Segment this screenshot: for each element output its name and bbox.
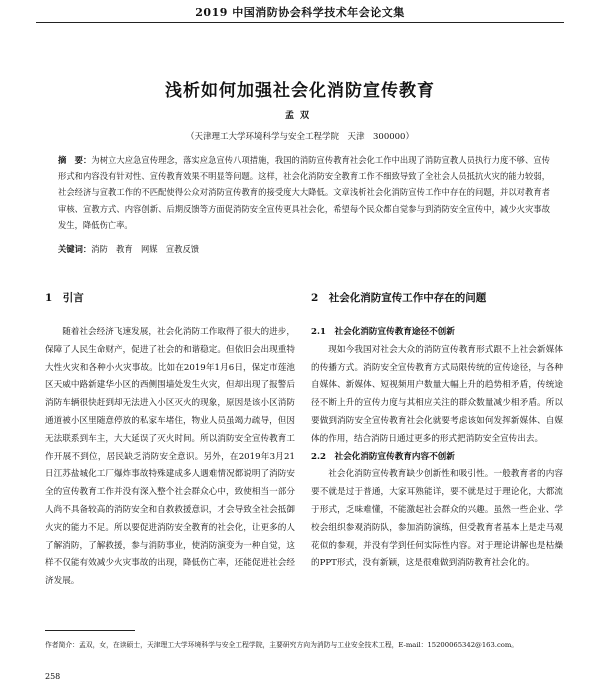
keywords-text: 消防 教育 网媒 宣教反馈 — [91, 244, 200, 254]
abstract-text: 为树立大应急宣传理念，落实应急宣传八项措施，我国的消防宣传教育社会化工作中出现了消防宣教人员执行力度不够、宣传形式和内容没有针对性、宣传教育效果不明显等问题。这样，社会化消防安全教育工作不细致导致了全社会人员抵抗火灾的能力较弱，社会经济与宣教工作的不匹配使得公众对消防宣传教育的接受度大大降低。文章浅析社会化消防宣传工作中存在的问题，并以对教育者审核、宣教方式、内容创新、后期反馈等方面促消防安全宣传更具社会化，希望每个民众都自觉参与到消防安全宣传中，减少火灾事故发生，降低伤亡率。 — [58, 155, 550, 230]
subsection-text-2-1: 现如今我国对社会大众的消防宣传教育形式跟不上社会新媒体的传播方式。消防安全宣传教育方式局限传统的宣传途径，与各种自媒体、新媒体、短视频用户数量大幅上升的趋势相矛盾，传统途径不断上升的宣传力度与其相应关注的群众数量减少相矛盾。所以要做到消防安全宣传教育社会化就要考虑该如何发挥新媒体、自媒体的作用，结合消防日通过更多的形式把消防安全宣传出去。 — [311, 344, 563, 444]
section-heading-problems: 2 社会化消防宣传工作中存在的问题 — [311, 292, 487, 304]
running-header: 2019 中国消防协会科学技术年会论文集 — [195, 6, 405, 19]
keywords — [58, 243, 550, 255]
keywords-label: 关键词： — [58, 244, 92, 254]
author-footnote: 作者简介：孟双，女，在读硕士，天津理工大学环境科学与安全工程学院，主要研究方向为消防与工业安全技术工程，E-mail：15200065342@163.com。 — [45, 641, 519, 649]
abstract — [58, 152, 550, 233]
page-number: 258 — [45, 672, 61, 681]
paper-author: 孟双 — [284, 111, 315, 121]
subsection-text-2-2: 社会化消防宣传教育缺少创新性和吸引性。一般教育者的内容要不就是过于普通，大家耳熟能详，要不就是过于理论化，大都流于形式，乏味难懂，不能激起社会群众的兴趣。虽然一些企业、学校会组织参观消防队，参加消防演练，但受教育者基本上是走马观花似的参观，并没有学到任何实际性内容。对于理论讲解也是枯燥的PPT形式，没有新颖，这是很难做到消防教育社会化的。 — [311, 469, 563, 569]
right-column — [311, 290, 563, 573]
subsection-heading-2-2: 2.2 社会化消防宣传教育内容不创新 — [311, 451, 455, 462]
section-heading-introduction: 1 引言 — [45, 292, 84, 304]
paper-title: 浅析如何加强社会化消防宣传教育 — [165, 81, 435, 101]
abstract-label: 摘 要： — [58, 155, 92, 165]
paper-affiliation: （天津理工大学环境科学与安全工程学院 天津 300000） — [186, 132, 414, 142]
left-column — [45, 290, 295, 591]
header-rule — [36, 22, 564, 23]
introduction-paragraph: 随着社会经济飞速发展，社会化消防工作取得了很大的进步，保障了人民生命财产，促进了社会的和谐稳定。但依旧会出现重特大性火灾和各种小火灾事故。比如在2019年1月6日，保定市莲池区天威中路新建华小区的西侧围墙处发生火灾，但却出现了报警后消防车辆很快赶到却无法进入小区灭火的现象，原因是该小区消防通道被小区里随意停放的私家车堵住，物业人员虽竭力疏导，但因无法联系到车主，大大延误了灭火时间。所以消防安全宣传教育工作开展不到位，居民缺乏消防安全意识。另外，在2019年3月21日江苏盐城化工厂爆炸事故特殊建成多人遇难情况都说明了消防安全的宣传教育工作并没有深入整个社会群众心中，致使相当一部分人尚不具备较高的消防安全和自救救援意识，才会导致全社会抵御火灾的能力不足。所以要促进消防安全教育的社会化，让更多的人了解消防，了解救援，参与消防事业，使消防演变为一种自觉，这样不仅能有效减少火灾事故的出现，降低伤亡率，还能促进社会经济发展。 — [45, 327, 295, 587]
subsection-heading-2-1: 2.1 社会化消防宣传教育途径不创新 — [311, 327, 455, 337]
footnote-rule — [45, 630, 135, 631]
